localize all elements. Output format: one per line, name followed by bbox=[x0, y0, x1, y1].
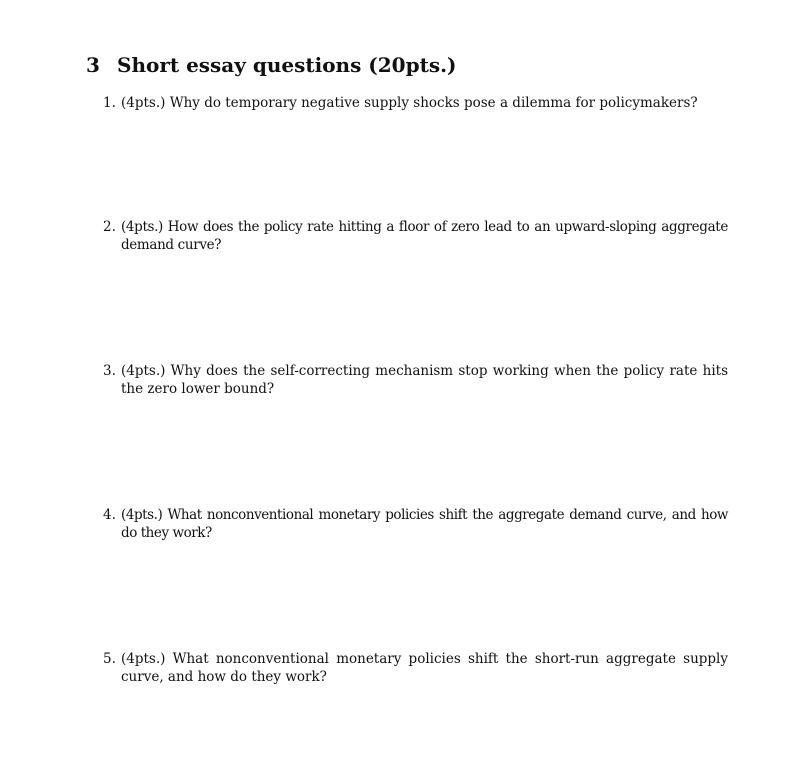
question-number: 5. bbox=[103, 651, 116, 667]
question-text: (4pts.) What nonconventional monetary policies shift the aggregate demand curve, and how do they work? bbox=[121, 507, 728, 541]
question-number: 1. bbox=[103, 95, 116, 111]
question-4 bbox=[103, 506, 728, 542]
question-2 bbox=[103, 218, 728, 254]
question-text: (4pts.) Why does the self-correcting mechanism stop working when the policy rate hits the zero lower bound? bbox=[121, 363, 728, 397]
question-1 bbox=[103, 94, 728, 112]
section-heading bbox=[86, 52, 457, 78]
question-text: (4pts.) What nonconventional monetary policies shift the short-run aggregate supply curve, and how do they work? bbox=[121, 651, 728, 685]
question-number: 4. bbox=[103, 507, 116, 523]
question-text: (4pts.) How does the policy rate hitting a floor of zero lead to an upward-sloping aggregate demand curve? bbox=[121, 219, 728, 253]
section-number: 3 bbox=[86, 53, 100, 77]
question-number: 2. bbox=[103, 219, 116, 235]
question-number: 3. bbox=[103, 363, 116, 379]
section-title: Short essay questions (20pts.) bbox=[117, 53, 457, 77]
question-5 bbox=[103, 650, 728, 686]
question-text: (4pts.) Why do temporary negative supply shocks pose a dilemma for policymakers? bbox=[121, 95, 698, 111]
question-3 bbox=[103, 362, 728, 398]
